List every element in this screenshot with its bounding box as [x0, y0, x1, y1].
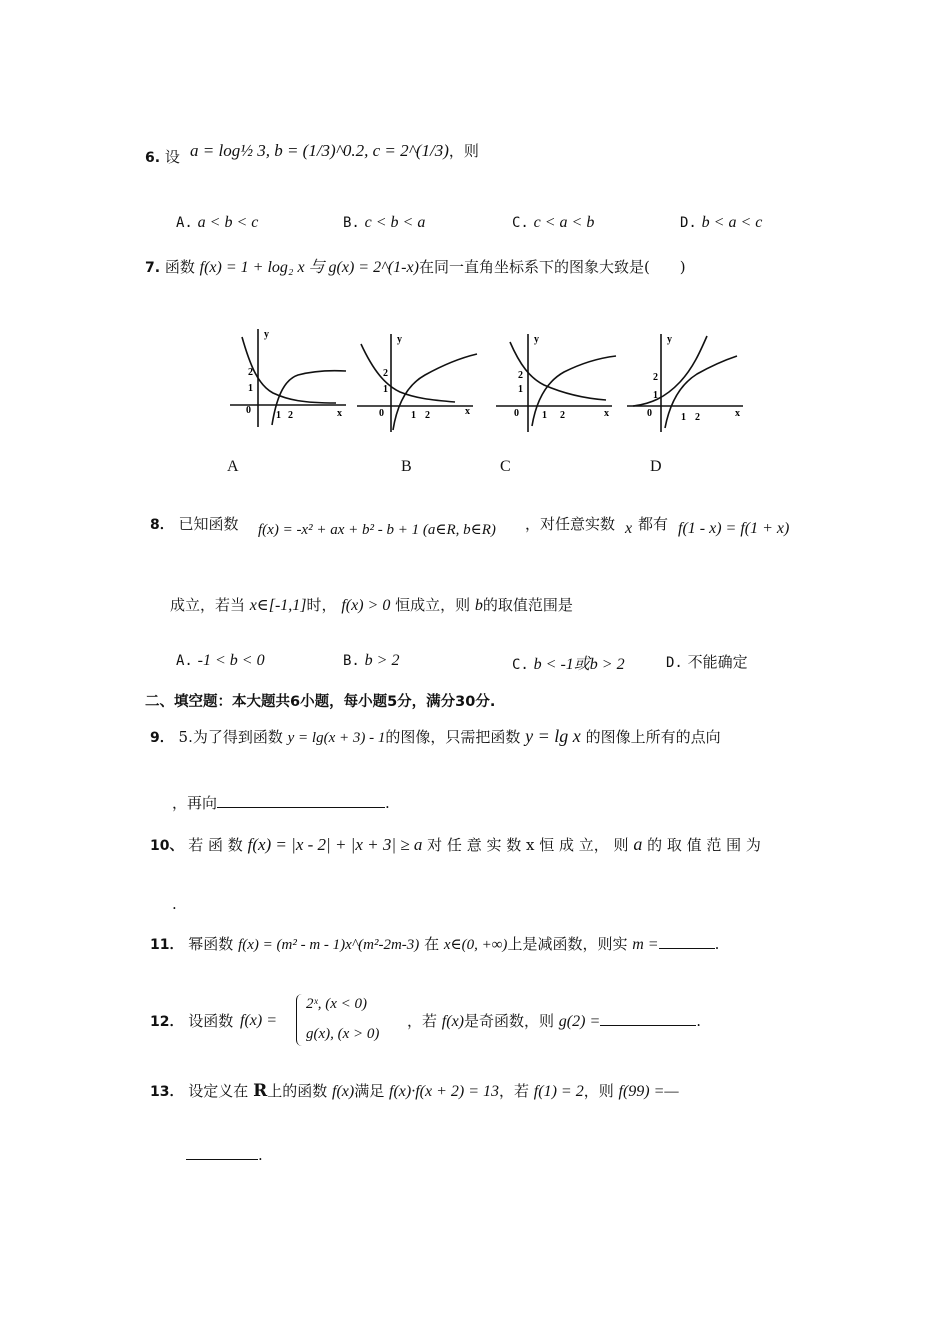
option-text: 不能确定 [687, 653, 748, 671]
option-text: -1 < b < 0 [197, 652, 265, 669]
q8-line2-d: 的取值范围是 [482, 596, 573, 614]
graph-d-y-label: y [667, 334, 672, 345]
q8-option-b [343, 651, 399, 670]
q9-text-a: 5.为了得到函数 [178, 728, 283, 746]
q12-rest [407, 1010, 701, 1031]
q8-mid [525, 513, 615, 534]
graph-c-x-label: x [604, 408, 609, 419]
q13-ask: f(99) =— [618, 1083, 679, 1100]
q12-mid: ，若 [407, 1012, 438, 1030]
q13-given: f(1) = 2 [533, 1083, 584, 1100]
q11-lead: 幂函数 [188, 935, 234, 953]
q12-number: 12． [150, 1014, 184, 1030]
option-text: b > 2 [364, 652, 400, 669]
graph-b-tick-x2: 2 [425, 410, 430, 421]
graph-d-tick-x2: 2 [695, 412, 700, 423]
q9-text-c: 的图像上所有的点向 [585, 728, 721, 746]
q12-mid2: 是奇函数，则 [464, 1012, 555, 1030]
q13-answer-blank[interactable] [186, 1159, 258, 1160]
q6-stem [145, 146, 180, 167]
q7-stem [145, 254, 686, 277]
q10-line2: . [172, 895, 177, 913]
q9-expr2: y = lg x [525, 726, 581, 746]
option-letter: B. [343, 215, 360, 231]
q6-lead: 设 [164, 148, 180, 166]
q13-end: . [258, 1146, 263, 1164]
option-letter: A. [176, 653, 193, 669]
q9-answer-blank[interactable] [217, 807, 385, 808]
q6-option-a [176, 213, 258, 232]
q9-number: 9． [150, 730, 174, 746]
q10-expr: f(x) = |x - 2| + |x + 3| ≥ a [247, 835, 423, 854]
q11-number: 11． [150, 937, 184, 953]
graph-a-tick-x1: 1 [276, 410, 281, 421]
q10-lead: 若 函 数 [188, 836, 243, 854]
graph-b-label: B [401, 458, 412, 475]
q12-fx2: f(x) [441, 1013, 464, 1030]
option-letter: D. [666, 655, 683, 671]
q10-text: 对 任 意 实 数 x 恒 成 立， 则 [427, 836, 629, 854]
graph-b-tick-y1: 1 [383, 384, 388, 395]
graph-c-y-label: y [534, 334, 539, 345]
section-heading: 二、填空题：本大题共6小题，每小题5分，满分30分. [145, 694, 496, 710]
q13-cond: f(x)·f(x + 2) = 13 [389, 1083, 499, 1100]
q13-r: R [253, 1081, 268, 1101]
graph-d-x-label: x [735, 408, 740, 419]
option-text: c < a < b [533, 214, 595, 231]
graph-c-tick-x2: 2 [560, 410, 565, 421]
graph-a-tick-y1: 1 [248, 383, 253, 394]
q11-ans: m = [632, 936, 659, 953]
graph-a-origin: 0 [246, 405, 251, 416]
q9-line2-text: ，再向 [172, 794, 218, 812]
graph-a-tick-y2: 2 [248, 367, 253, 378]
option-text: b < -1或b > 2 [533, 656, 625, 673]
option-letter: C. [512, 657, 529, 673]
q6-option-d [680, 213, 762, 232]
q13-mid: 上的函数 [267, 1082, 328, 1100]
graph-c-tick-y1: 1 [518, 384, 523, 395]
graph-b-origin: 0 [379, 408, 384, 419]
q8-interval: x∈[-1,1] [249, 597, 307, 614]
graph-a-x-label: x [337, 408, 342, 419]
graph-b-tick-x1: 1 [411, 410, 416, 421]
q12-stem [150, 1010, 233, 1031]
q9-text-b: 的图像，只需把函数 [385, 728, 521, 746]
q6-tail: ，则 [448, 142, 479, 160]
q7-lead: 函数 [164, 258, 195, 276]
q8-option-c [512, 651, 625, 674]
q12-brace [296, 994, 305, 1046]
q11-expr: f(x) = (m² - m - 1)x^(m²-2m-3) [238, 937, 420, 953]
graph-d-origin: 0 [647, 408, 652, 419]
graph-a [228, 325, 353, 430]
q8-option-d [666, 651, 748, 672]
option-letter: C. [512, 215, 529, 231]
graph-a-y-label: y [264, 329, 269, 340]
q8-expr: f(x) = -x² + ax + b² - b + 1 (a∈R, b∈R) [258, 522, 496, 538]
q9-line2 [172, 792, 390, 813]
q13-mid3: ，若 [499, 1082, 530, 1100]
q8-option-a [176, 651, 265, 670]
q12-case2: g(x), (x > 0) [306, 1026, 380, 1042]
q13-mid2: 满足 [354, 1082, 385, 1100]
q7-tail: 在同一直角坐标系下的图象大致是( ) [418, 258, 686, 276]
q9-expr1: y = lg(x + 3) - 1 [287, 730, 386, 746]
q6-expression [190, 140, 479, 161]
q8-number: 8． [150, 517, 174, 533]
q8-mid2: 都有 [638, 515, 669, 533]
q6-option-b [343, 213, 425, 232]
graph-c-label: C [500, 458, 511, 475]
q11-answer-blank[interactable] [659, 948, 715, 949]
q8-stem [150, 513, 239, 534]
q8-line2 [170, 594, 573, 615]
q8-line2-a: 成立，若当 [170, 596, 246, 614]
q8-line2-c: 恒成立，则 [395, 596, 471, 614]
q11-mid: 在 [424, 935, 440, 953]
graph-b [355, 330, 480, 435]
graph-d [625, 330, 750, 435]
q12-fx: f(x) = [240, 1012, 277, 1029]
q8-mid-text: ，对任意实数 [525, 515, 616, 533]
graph-b-tick-y2: 2 [383, 368, 388, 379]
q11-end: . [714, 935, 720, 953]
option-letter: A. [176, 215, 193, 231]
graph-d-tick-y2: 2 [653, 372, 658, 383]
q8-lead: 已知函数 [178, 515, 239, 533]
graph-d-tick-x1: 1 [681, 412, 686, 423]
q8-ineq: f(x) > 0 [341, 597, 391, 614]
q11-stem [150, 933, 719, 954]
q13-fx: f(x) [332, 1083, 355, 1100]
q7-expr: f(x) = 1 + log₂ x 与 g(x) = 2^(1-x) [199, 259, 419, 276]
q12-ans: g(2) = [558, 1013, 601, 1030]
q6-option-c [512, 213, 594, 232]
q9-end: . [385, 794, 390, 812]
q10-tail: 的 取 值 范 围 为 [647, 836, 761, 854]
q6-number: 6. [145, 150, 161, 166]
q6-expr: a = log½ 3, b = (1/3)^0.2, c = 2^(1/3) [190, 141, 449, 160]
q11-domain: x∈(0, +∞) [443, 937, 508, 953]
graph-d-tick-y1: 1 [653, 390, 658, 401]
q10-number: 10、 [150, 838, 184, 854]
q9-stem [150, 726, 721, 747]
graph-c-origin: 0 [514, 408, 519, 419]
q8-line2-b: 时， [306, 596, 337, 614]
q13-stem [150, 1080, 679, 1101]
option-text: b < a < c [701, 214, 763, 231]
q12-end: . [696, 1012, 702, 1030]
q11-tail: 上是减函数，则实 [507, 935, 628, 953]
graph-c-tick-y2: 2 [518, 370, 523, 381]
q12-answer-blank[interactable] [600, 1025, 696, 1026]
graph-c [494, 330, 619, 435]
q7-number: 7. [145, 260, 161, 276]
q12-case1: 2ˣ, (x < 0) [306, 996, 368, 1012]
q10-avar: a [633, 834, 643, 854]
q13-number: 13． [150, 1084, 184, 1100]
graph-b-y-label: y [397, 334, 402, 345]
option-letter: D. [680, 215, 697, 231]
graph-b-x-label: x [465, 406, 470, 417]
q13-mid4: ，则 [583, 1082, 614, 1100]
option-text: c < b < a [364, 214, 426, 231]
graph-a-tick-x2: 2 [288, 410, 293, 421]
q13-lead: 设定义在 [188, 1082, 249, 1100]
q8-cond: f(1 - x) = f(1 + x) [678, 520, 790, 537]
q8-bvar: b [474, 597, 483, 614]
q13-line2 [186, 1146, 263, 1164]
option-text: a < b < c [197, 214, 259, 231]
graph-d-label: D [650, 458, 662, 475]
q12-lead: 设函数 [188, 1012, 234, 1030]
q10-stem [150, 834, 761, 855]
option-letter: B. [343, 653, 360, 669]
graph-a-label: A [227, 458, 239, 475]
graph-c-tick-x1: 1 [542, 410, 547, 421]
q8-var: x [625, 520, 633, 537]
